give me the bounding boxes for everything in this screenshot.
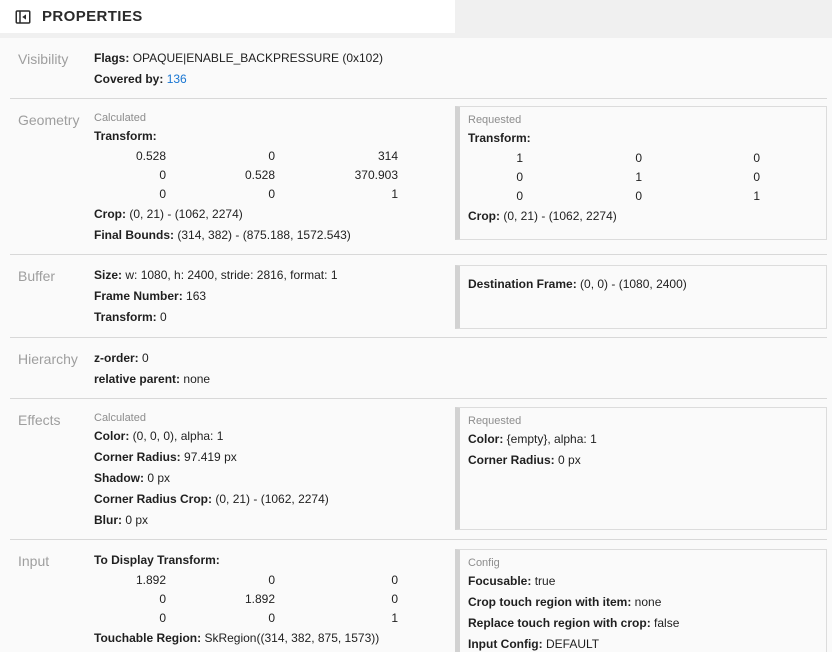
section-label-input: Input — [18, 553, 50, 569]
panel-collapse-icon — [14, 8, 32, 26]
prop-destination-frame: Destination Frame: (0, 0) - (1080, 2400) — [468, 277, 687, 291]
prop-buffer-transform: Transform: 0 — [94, 310, 167, 324]
prop-to-display-transform: To Display Transform: — [94, 553, 220, 567]
panel-collapse-button[interactable] — [13, 7, 33, 27]
hierarchy-right-empty — [455, 338, 827, 398]
requested-transform-matrix: 1 0 0 0 1 0 0 0 1 — [516, 151, 760, 203]
prop-final-bounds: Final Bounds: (314, 382) - (875.188, 1572.543) — [94, 228, 351, 242]
prop-shadow: Shadow: 0 px — [94, 471, 171, 485]
section-label-buffer: Buffer — [18, 268, 56, 284]
prop-transform: Transform: — [94, 129, 157, 143]
prop-focusable: Focusable: true — [468, 574, 556, 588]
prop-requested-crop: Crop: (0, 21) - (1062, 2274) — [468, 209, 617, 223]
section-buffer — [10, 255, 827, 338]
visibility-right-empty — [455, 38, 827, 98]
group-label-calculated-effects: Calculated — [94, 412, 146, 424]
group-label-calculated: Calculated — [94, 112, 146, 124]
prop-blur: Blur: 0 px — [94, 513, 149, 527]
group-label-requested: Requested — [468, 114, 522, 126]
section-effects — [10, 399, 827, 540]
prop-crop: Crop: (0, 21) - (1062, 2274) — [94, 207, 243, 221]
top-bar — [0, 0, 832, 38]
properties-title-bar — [0, 0, 455, 33]
section-label-geometry: Geometry — [18, 112, 80, 128]
group-label-config: Config — [468, 557, 500, 569]
panel-title: PROPERTIES — [42, 8, 143, 25]
prop-requested-transform: Transform: — [468, 131, 531, 145]
prop-covered-by: Covered by: 136 — [94, 72, 187, 86]
prop-z-order: z-order: 0 — [94, 351, 149, 365]
prop-flags: Flags: OPAQUE|ENABLE_BACKPRESSURE (0x102) — [94, 51, 384, 65]
section-label-hierarchy: Hierarchy — [18, 351, 78, 367]
section-hierarchy — [10, 338, 827, 399]
prop-requested-corner-radius: Corner Radius: 0 px — [468, 453, 581, 467]
calculated-transform-matrix: 0.528 0 314 0 0.528 370.903 0 0 1 — [135, 149, 398, 201]
section-label-effects: Effects — [18, 412, 61, 428]
prop-size: Size: w: 1080, h: 2400, stride: 2816, format: 1 — [94, 268, 338, 282]
prop-relative-parent: relative parent: none — [94, 372, 211, 386]
prop-touchable-region: Touchable Region: SkRegion((314, 382, 875, 1573)) — [94, 631, 380, 645]
section-geometry — [10, 99, 827, 255]
group-label-requested-effects: Requested — [468, 415, 522, 427]
buffer-requested-box — [455, 265, 827, 329]
geometry-requested-box — [455, 106, 827, 240]
prop-replace-touch-region: Replace touch region with crop: false — [468, 616, 680, 630]
prop-corner-radius: Corner Radius: 97.419 px — [94, 450, 237, 464]
prop-crop-touch-region: Crop touch region with item: none — [468, 595, 662, 609]
to-display-transform-matrix: 1.892 0 0 0 1.892 0 0 0 1 — [135, 573, 398, 625]
section-label-visibility: Visibility — [18, 51, 69, 67]
section-input — [10, 540, 827, 652]
section-visibility — [10, 38, 827, 99]
prop-corner-radius-crop: Corner Radius Crop: (0, 21) - (1062, 2274) — [94, 492, 329, 506]
input-config-box — [455, 549, 827, 652]
covered-by-link[interactable]: 136 — [166, 72, 187, 86]
prop-input-config: Input Config: DEFAULT — [468, 637, 600, 651]
effects-requested-box — [455, 407, 827, 530]
prop-color: Color: (0, 0, 0), alpha: 1 — [94, 429, 224, 443]
prop-requested-color: Color: {empty}, alpha: 1 — [468, 432, 597, 446]
prop-frame-number: Frame Number: 163 — [94, 289, 207, 303]
